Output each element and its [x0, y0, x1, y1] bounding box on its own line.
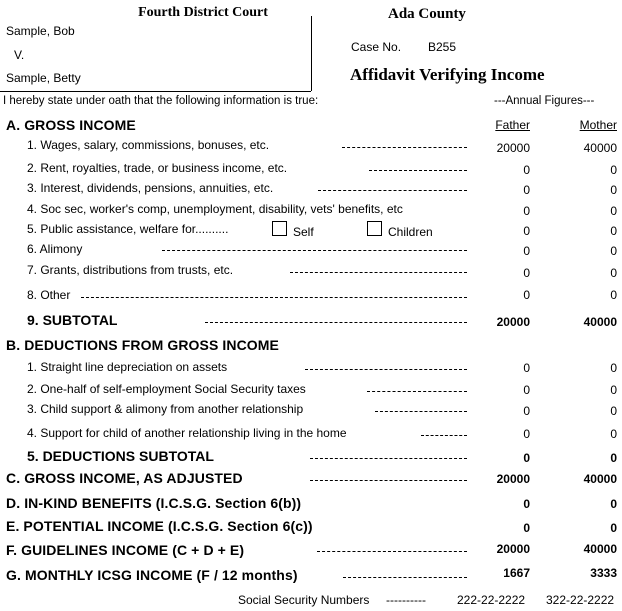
in-kind-benefits-mother: 0	[610, 497, 617, 511]
monthly-icsg-income-label: G. MONTHLY ICSG INCOME (F / 12 months)	[6, 567, 298, 583]
leader-dashes	[342, 147, 467, 148]
deduction-item-1-father: 0	[523, 361, 530, 375]
gross-income-item-3-mother: 0	[610, 183, 617, 197]
monthly-icsg-income-mother: 3333	[590, 566, 617, 580]
deductions-subtotal-mother: 0	[610, 451, 617, 465]
deduction-item-2-father: 0	[523, 383, 530, 397]
leader-dashes	[369, 170, 467, 171]
gross-income-item-8-father: 0	[523, 288, 530, 302]
gross-income-adjusted-father: 20000	[496, 472, 530, 486]
gross-income-adjusted-mother: 40000	[583, 472, 617, 486]
deduction-item-1-mother: 0	[610, 361, 617, 375]
father-column-header: Father	[495, 118, 530, 132]
section-a-title: A. GROSS INCOME	[6, 117, 136, 133]
leader-dashes	[290, 272, 467, 273]
deductions-subtotal-label: 5. DEDUCTIONS SUBTOTAL	[27, 448, 214, 464]
gross-income-item-4-father: 0	[523, 204, 530, 218]
defendant-name: Sample, Betty	[6, 71, 81, 85]
leader-dashes	[367, 391, 467, 392]
self-checkbox-label: Self	[293, 225, 314, 239]
gross-income-item-6-label: 6. Alimony	[27, 242, 83, 256]
guidelines-income-label: F. GUIDELINES INCOME (C + D + E)	[6, 542, 245, 558]
deduction-item-4-label: 4. Support for child of another relationship living in the home	[27, 426, 347, 440]
self-checkbox[interactable]	[272, 221, 287, 236]
ssn-father: 222-22-2222	[457, 593, 526, 607]
gross-income-item-2-label: 2. Rent, royalties, trade, or business income, etc.	[27, 161, 288, 175]
annual-figures-heading: ---Annual Figures---	[494, 95, 595, 107]
leader-dashes	[317, 551, 467, 552]
deduction-item-2-label: 2. One-half of self-employment Social Security taxes	[27, 382, 306, 396]
county-name: Ada County	[388, 6, 466, 22]
header-divider-horizontal	[0, 91, 311, 92]
court-name: Fourth District Court	[138, 5, 268, 20]
leader-dashes	[343, 577, 467, 578]
gross-income-item-1-father: 20000	[496, 141, 530, 155]
document-title: Affidavit Verifying Income	[350, 65, 545, 84]
ssn-dashes: ----------	[386, 593, 426, 607]
gross-income-item-3-father: 0	[523, 183, 530, 197]
deduction-item-4-father: 0	[523, 427, 530, 441]
plaintiff-name: Sample, Bob	[6, 24, 75, 38]
gross-income-item-5-label: 5. Public assistance, welfare for..........	[27, 222, 229, 236]
section-b-title: B. DEDUCTIONS FROM GROSS INCOME	[6, 337, 279, 353]
deduction-item-3-father: 0	[523, 404, 530, 418]
leader-dashes	[81, 297, 467, 298]
gross-income-item-7-mother: 0	[610, 266, 617, 280]
gross-income-item-7-father: 0	[523, 266, 530, 280]
deduction-item-3-mother: 0	[610, 404, 617, 418]
gross-income-item-1-label: 1. Wages, salary, commissions, bonuses, etc.	[27, 138, 270, 152]
gross-income-adjusted-label: C. GROSS INCOME, AS ADJUSTED	[6, 470, 243, 486]
gross-income-item-6-mother: 0	[610, 244, 617, 258]
subtotal-mother: 40000	[583, 315, 617, 329]
gross-income-item-8-label: 8. Other	[27, 288, 71, 302]
case-number-label: Case No.	[351, 40, 402, 54]
guidelines-income-mother: 40000	[583, 542, 617, 556]
children-checkbox[interactable]	[367, 221, 382, 236]
leader-dashes	[318, 190, 467, 191]
deduction-item-1-label: 1. Straight line depreciation on assets	[27, 360, 228, 374]
deductions-subtotal-father: 0	[523, 451, 530, 465]
subtotal-father: 20000	[496, 315, 530, 329]
leader-dashes	[162, 250, 467, 251]
deduction-item-3-label: 3. Child support & alimony from another relationship	[27, 402, 304, 416]
deduction-item-4-mother: 0	[610, 427, 617, 441]
oath-statement: I hereby state under oath that the following information is true:	[3, 95, 319, 107]
gross-income-item-6-father: 0	[523, 244, 530, 258]
ssn-mother: 322-22-2222	[546, 593, 615, 607]
leader-dashes	[310, 458, 467, 459]
children-checkbox-label: Children	[388, 225, 433, 239]
subtotal-label: 9. SUBTOTAL	[27, 312, 118, 328]
versus-label: V.	[14, 48, 25, 62]
monthly-icsg-income-father: 1667	[503, 566, 530, 580]
gross-income-item-5-mother: 0	[610, 224, 617, 238]
gross-income-item-4-label: 4. Soc sec, worker's comp, unemployment, disability, vets' benefits, etc	[27, 202, 403, 216]
gross-income-item-3-label: 3. Interest, dividends, pensions, annuities, etc.	[27, 181, 274, 195]
leader-dashes	[375, 411, 467, 412]
gross-income-item-2-mother: 0	[610, 163, 617, 177]
leader-dashes	[310, 480, 467, 481]
guidelines-income-father: 20000	[496, 542, 530, 556]
deduction-item-2-mother: 0	[610, 383, 617, 397]
gross-income-item-7-label: 7. Grants, distributions from trusts, etc.	[27, 263, 234, 277]
gross-income-item-5-father: 0	[523, 224, 530, 238]
case-number-value: B255	[428, 40, 457, 54]
gross-income-item-8-mother: 0	[610, 288, 617, 302]
potential-income-father: 0	[523, 521, 530, 535]
leader-dashes	[205, 322, 467, 323]
gross-income-item-4-mother: 0	[610, 204, 617, 218]
mother-column-header: Mother	[579, 118, 617, 132]
gross-income-item-1-mother: 40000	[583, 141, 617, 155]
gross-income-item-2-father: 0	[523, 163, 530, 177]
in-kind-benefits-father: 0	[523, 497, 530, 511]
potential-income-mother: 0	[610, 521, 617, 535]
in-kind-benefits-label: D. IN-KIND BENEFITS (I.C.S.G. Section 6(b))	[6, 495, 302, 511]
ssn-label: Social Security Numbers	[238, 593, 370, 607]
header-divider-vertical	[311, 16, 312, 91]
leader-dashes	[305, 369, 467, 370]
potential-income-label: E. POTENTIAL INCOME (I.C.S.G. Section 6(c))	[6, 518, 313, 534]
